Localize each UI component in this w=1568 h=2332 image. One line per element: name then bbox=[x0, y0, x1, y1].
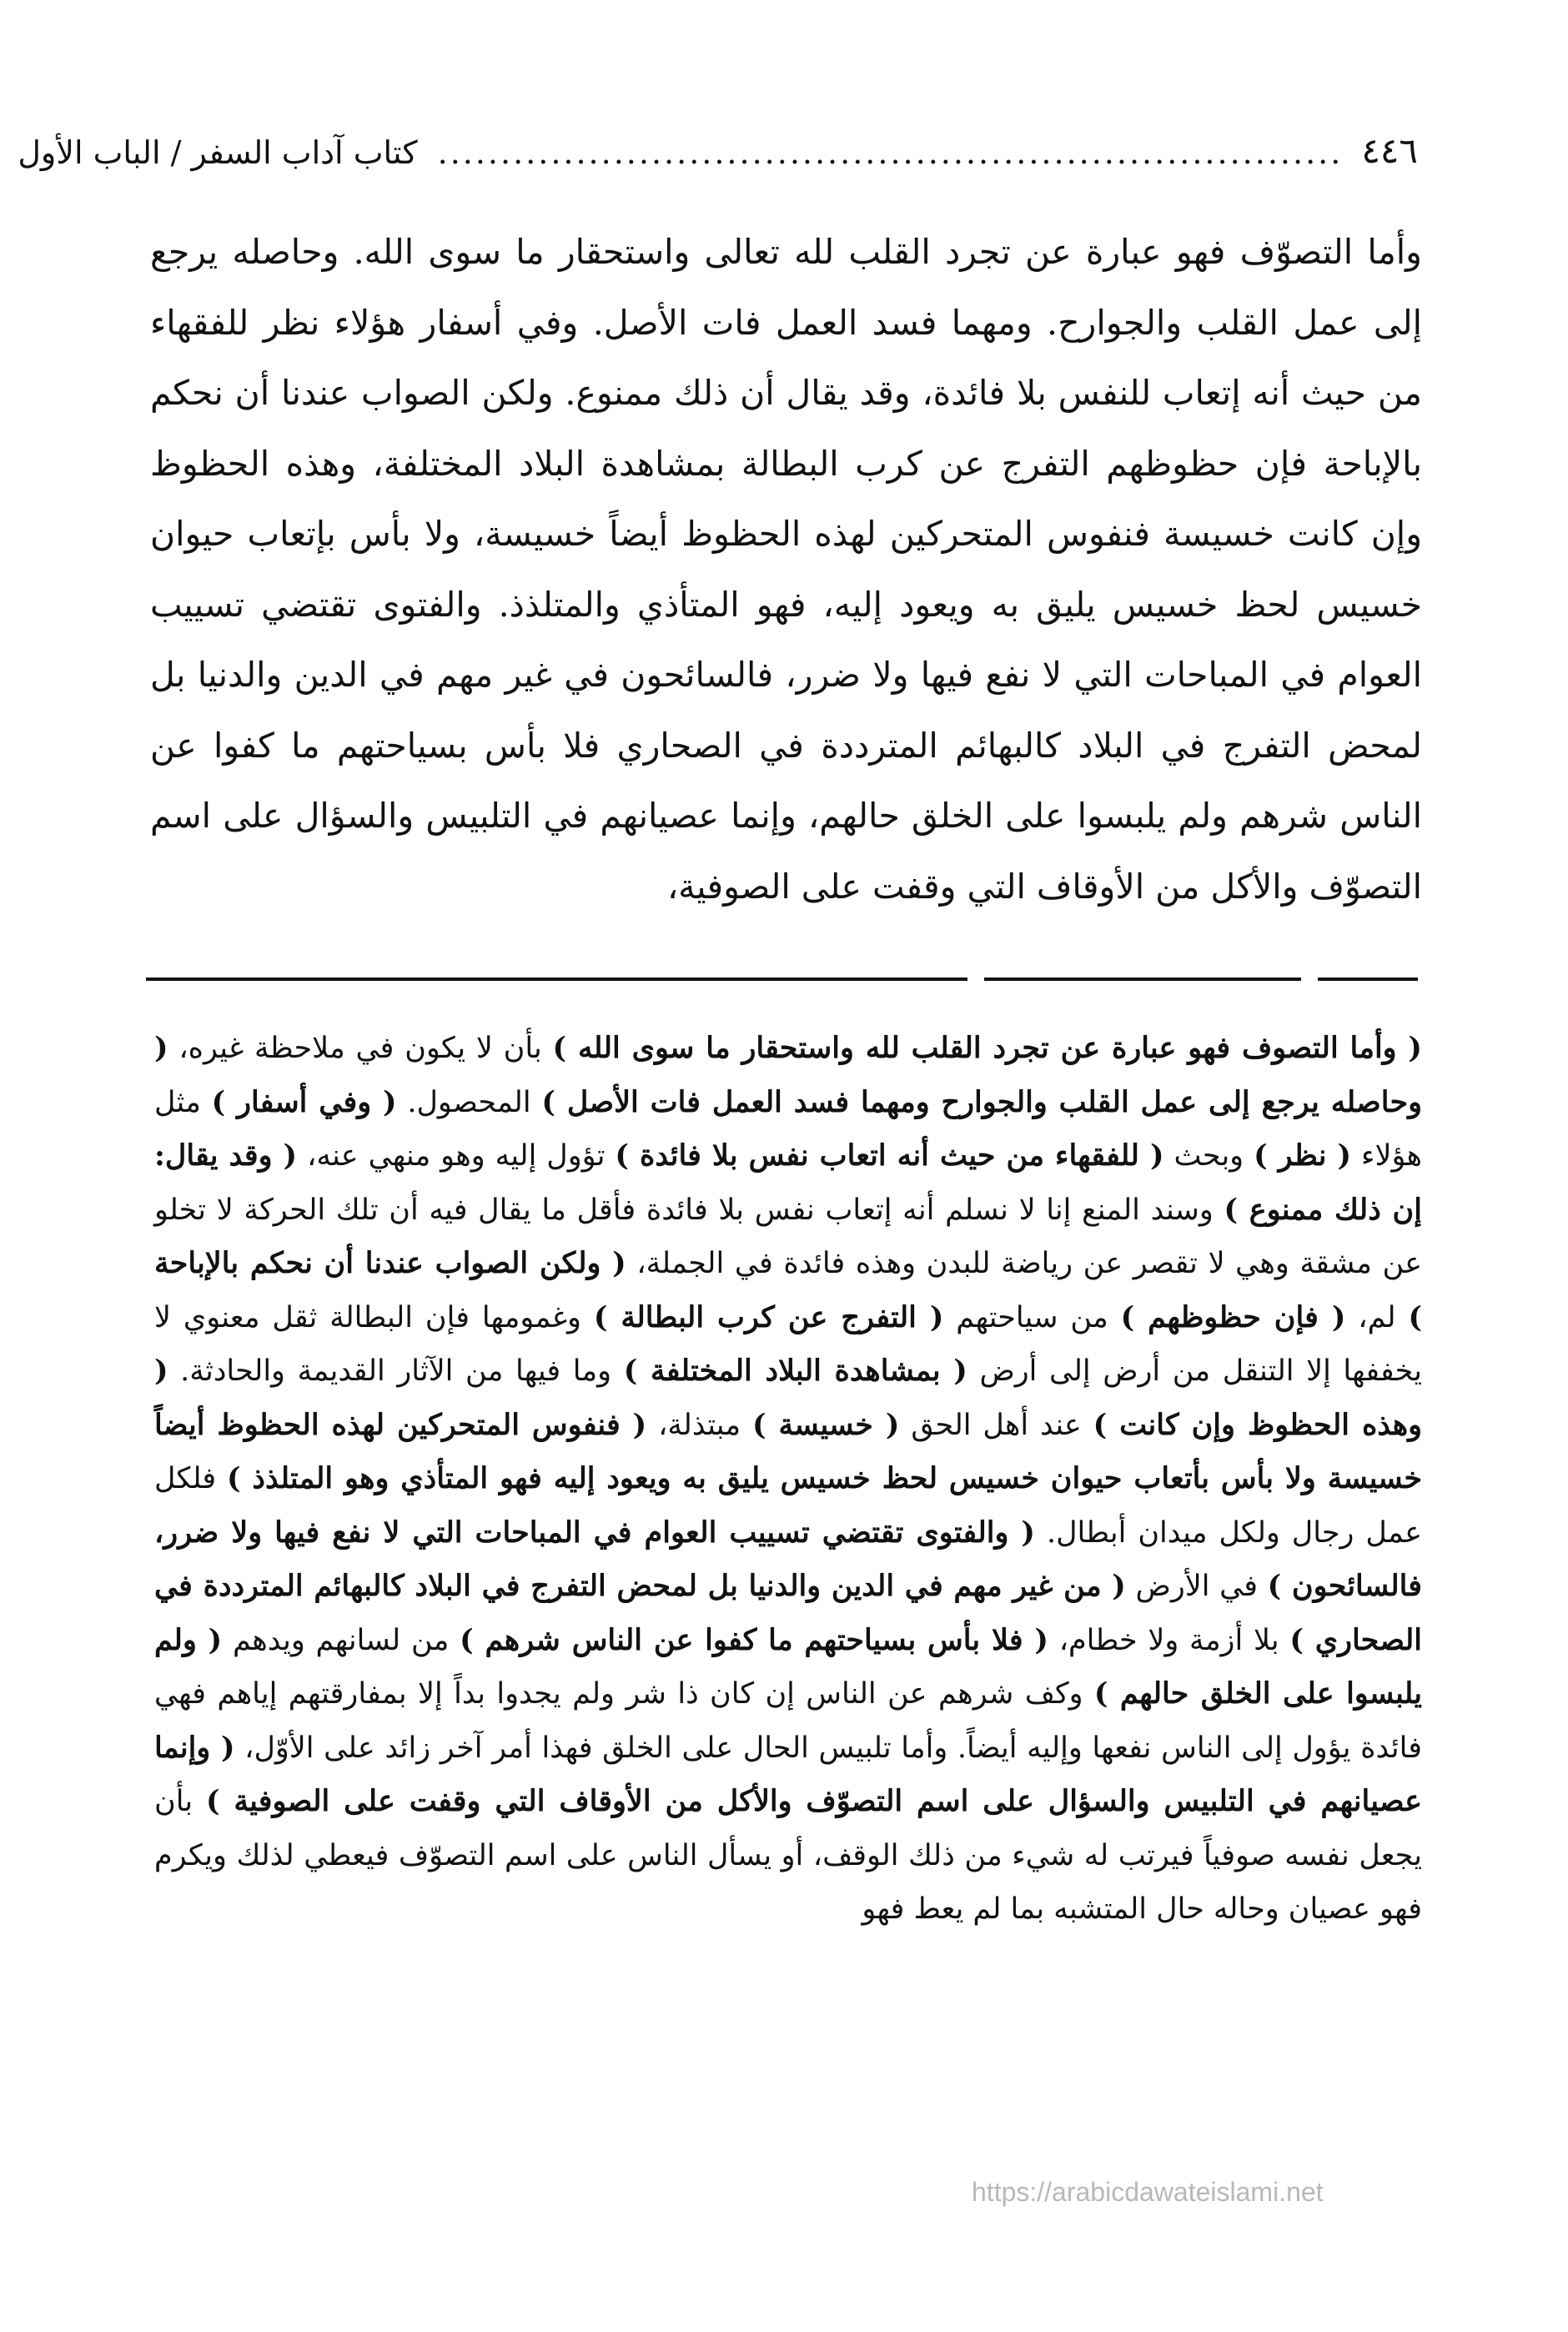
commentary-segment: من سياحتهم bbox=[943, 1300, 1121, 1334]
quoted-matn-segment: ( وأما التصوف فهو عبارة عن تجرد القلب لله واستحقار ما سوى الله ) bbox=[552, 1031, 1422, 1065]
dot-leader: ........................................................................ bbox=[437, 134, 1344, 171]
quoted-matn-segment: ( بمشاهدة البلاد المختلفة ) bbox=[623, 1354, 967, 1388]
rule-segment bbox=[146, 978, 967, 981]
commentary-segment: فلكل عمل رجال ولكل ميدان أبطال. bbox=[154, 1462, 1422, 1550]
commentary-segment: عند أهل الحق bbox=[899, 1408, 1093, 1442]
quoted-matn-segment: ( ولم يلبسوا على الخلق حالهم ) bbox=[154, 1622, 1422, 1711]
commentary-segment: تؤول إليه وهو منهي عنه، bbox=[297, 1139, 616, 1173]
watermark: https://arabicdawateislami.net bbox=[972, 2177, 1324, 2207]
running-title: كتاب آداب السفر / الباب الأول bbox=[18, 134, 418, 171]
commentary-segment: بأن لا يكون في ملاحظة غيره، bbox=[168, 1032, 553, 1065]
commentary-segment: وغمومها فإن البطالة ثقل معنوي لا يخففها إلا التنقل من أرض إلى أرض bbox=[154, 1300, 1422, 1388]
commentary-segment: في الأرض bbox=[1125, 1570, 1268, 1603]
commentary-segment: من لسانهم ويدهم bbox=[222, 1623, 460, 1657]
running-header bbox=[18, 113, 1418, 171]
commentary-segment: مثل هؤلاء bbox=[154, 1085, 1422, 1173]
quoted-matn-segment: ( خسيسة ) bbox=[751, 1407, 900, 1442]
footnote-rule bbox=[146, 978, 1418, 983]
quoted-matn-segment: ( وإنما عصيانهم في التلبيس والسؤال على اسم التصوّف والأكل من الأوقاف التي وقفت على الصوفية ) bbox=[154, 1730, 1423, 1818]
commentary-segment: بأن يجعل نفسه صوفياً فيرتب له شيء من ذلك الوقف، أو يسأل الناس على اسم التصوّف فيعطي لذلك ويكرم فهو عصيان وحاله حال المتشبه بما لم يعط فهو bbox=[154, 1785, 1422, 1926]
rule-segment bbox=[1318, 978, 1418, 981]
quoted-matn-segment: ( وفي أسفار ) bbox=[211, 1084, 397, 1119]
quoted-matn-segment: ( للفقهاء من حيث أنه اتعاب نفس بلا فائدة ) bbox=[615, 1138, 1164, 1173]
quoted-matn-segment: ( فإن حظوظهم ) bbox=[1120, 1299, 1346, 1334]
quoted-matn-segment: ( نظر ) bbox=[1254, 1138, 1352, 1173]
quoted-matn-segment: ( التفرج عن كرب البطالة ) bbox=[593, 1299, 944, 1334]
commentary-text bbox=[154, 1022, 1422, 1937]
quoted-matn-segment: ( من غير مهم في الدين والدنيا بل لمحض التفرج في البلاد كالبهائم المترددة في الصحاري ) bbox=[154, 1569, 1422, 1657]
commentary-segment: وما فيها من الآثار القديمة والحادثة. bbox=[168, 1354, 624, 1388]
commentary-segment: لم، bbox=[1345, 1300, 1409, 1334]
quoted-matn-segment: ( وقد يقال: إن ذلك ممنوع ) bbox=[154, 1138, 1422, 1227]
commentary-segment: وبحث bbox=[1163, 1139, 1254, 1173]
quoted-matn-segment: ( وحاصله يرجع إلى عمل القلب والجوارح ومهما فسد العمل فات الأصل ) bbox=[154, 1031, 1422, 1119]
commentary-segment: مبتذلة، bbox=[646, 1408, 752, 1442]
commentary-segment: وسند المنع إنا لا نسلم أنه إتعاب نفس بلا فائدة فأقل ما يقال فيه أن تلك الحركة لا تخلو عن مشقة وهي لا تقصر عن رياضة للبدن وهذه فائدة في الجملة، bbox=[154, 1193, 1422, 1280]
quoted-matn-segment: ( ولكن الصواب عندنا أن نحكم بالإباحة ) bbox=[154, 1246, 1422, 1334]
quoted-matn-segment: ( فلا بأس بسياحتهم ما كفوا عن الناس شرهم ) bbox=[460, 1622, 1048, 1657]
quoted-matn-segment: ( والفتوى تقتضي تسييب العوام في المباحات التي لا نفع فيها ولا ضرر، فالسائحون ) bbox=[154, 1515, 1423, 1603]
quoted-matn-segment: ( وهذه الحظوظ وإن كانت ) bbox=[154, 1354, 1423, 1442]
quoted-matn-segment: ( فنفوس المتحركين لهذه الحظوظ أيضاً خسيسة ولا بأس بأتعاب حيوان خسيس لحظ خسيس يليق به ويعود إليه فهو المتأذي وهو المتلذذ ) bbox=[154, 1407, 1422, 1495]
page-number: ٤٤٦ bbox=[1361, 130, 1418, 171]
rule-segment bbox=[984, 978, 1301, 981]
commentary-segment: بلا أزمة ولا خطام، bbox=[1048, 1623, 1290, 1657]
commentary-segment: المحصول. bbox=[396, 1085, 542, 1119]
main-text: وأما التصوّف فهو عبارة عن تجرد القلب لله تعالى واستحقار ما سوى الله. وحاصله يرجع إلى عمل القلب والجوارح. ومهما فسد العمل فات الأصل. وفي أسفار هؤلاء نظر للفقهاء من حيث أنه إتعاب للنفس بلا فائدة، وقد يقال أن ذلك ممنوع. ولكن الصواب عندنا أن نحكم بالإباحة فإن حظوظهم التفرج عن كرب البطالة بمشاهدة البلاد المختلفة، وهذه الحظوظ وإن كانت خسيسة فنفوس المتحركين لهذه الحظوظ أيضاً خسيسة، ولا بأس بإتعاب حيوان خسيس لحظ خسيس يليق به ويعود إليه، فهو المتأذي والمتلذذ. والفتوى تقتضي تسييب العوام في المباحات التي لا نفع فيها ولا ضرر، فالسائحون في غير مهم في الدين والدنيا بل لمحض التفرج في البلاد كالبهائم المترددة في الصحاري فلا بأس بسياحتهم ما كفوا عن الناس شرهم ولم يلبسوا على الخلق حالهم، وإنما عصيانهم في التلبيس والسؤال على اسم التصوّف والأكل من الأوقاف التي وقفت على الصوفية، bbox=[150, 232, 1422, 907]
commentary-segment: وكف شرهم عن الناس إن كان ذا شر ولم يجدوا بداً إلا بمفارقتهم إياهم فهي فائدة يؤول إلى الناس نفعها وإليه أيضاً. وأما تلبيس الحال على الخلق فهذا أمر آخر زائد على الأوّل، bbox=[154, 1677, 1422, 1765]
